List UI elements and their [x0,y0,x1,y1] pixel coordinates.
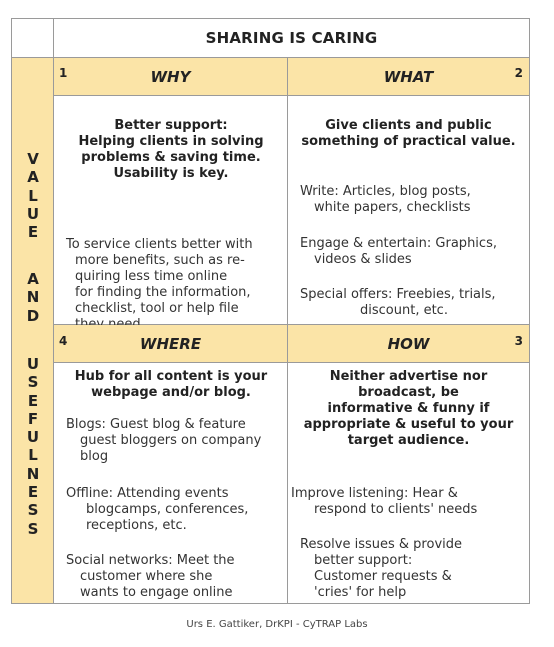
side-letter: S [27,373,39,392]
side-letter: F [27,409,39,428]
side-letter: E [27,223,39,242]
how-header [288,325,529,363]
side-letter: L [28,446,38,465]
why-lead: Better support: Helping clients in solving problems & saving time. Usability is key. [78,118,264,181]
what-lead: Give clients and public something of practical value. [301,118,516,149]
side-letter: A [27,168,39,187]
how-lead: Neither advertise nor broadcast, be informative & funny if appropriate & useful to your target audience. [303,369,514,448]
side-label-column [12,58,54,603]
what-number: 2 [514,66,523,80]
side-letter: E [27,391,39,410]
side-letter: U [26,428,40,447]
why-body [54,96,288,325]
where-lead: Hub for all content is your webpage and/or blog. [74,369,268,400]
where-paragraph-blogs: Blogs: Guest blog & feature guest bloggers on company blog [66,417,262,464]
side-letter: S [27,519,39,538]
side-letter: U [26,204,40,223]
side-letter: A [27,270,39,288]
diagram-title: SHARING IS CARING [54,19,529,58]
where-number: 4 [59,334,68,348]
side-word-usefulness [12,355,54,538]
how-body [288,363,529,603]
what-paragraph-engage: Engage & entertain: Graphics, videos & slides [300,236,497,267]
how-paragraph-resolve: Resolve issues & provide better support: Customer requests & 'cries' for help [300,537,462,600]
where-heading: WHERE [139,334,202,353]
side-letter: N [26,464,40,483]
where-body [54,363,288,603]
where-paragraph-offline: Offline: Attending events blogcamps, conferences, receptions, etc. [66,486,249,533]
side-word-value [12,150,54,241]
side-letter: N [26,288,40,307]
side-letter: U [26,355,40,373]
where-header [54,325,288,363]
side-letter: L [28,186,38,205]
quadrant-grid [11,18,530,604]
credit-line: Urs E. Gattiker, DrKPI - CyTRAP Labs [186,619,368,630]
side-letter: S [27,501,39,520]
what-header [288,58,529,96]
where-paragraph-social: Social networks: Meet the customer where she wants to engage online [66,553,235,600]
corner-cell [12,19,54,58]
what-paragraph-write: Write: Articles, blog posts, white papers, checklists [300,184,471,215]
side-letter: E [27,483,39,502]
what-paragraph-offers: Special offers: Freebies, trials, discount, etc. [300,287,496,318]
what-body [288,96,529,325]
side-letter: D [26,306,40,325]
side-letter: V [27,150,39,168]
why-header [54,58,288,96]
how-heading: HOW [387,334,430,353]
side-word-and [12,270,54,325]
why-number: 1 [59,66,68,80]
why-paragraph: To service clients better with more benefits, such as re- quiring less time online for finding the information, checklist, tool or help file [66,237,253,316]
what-heading: WHAT [383,67,434,86]
why-heading: WHY [150,67,191,86]
how-number: 3 [514,334,523,348]
how-paragraph-listening: Improve listening: Hear & respond to clients' needs [291,486,478,517]
